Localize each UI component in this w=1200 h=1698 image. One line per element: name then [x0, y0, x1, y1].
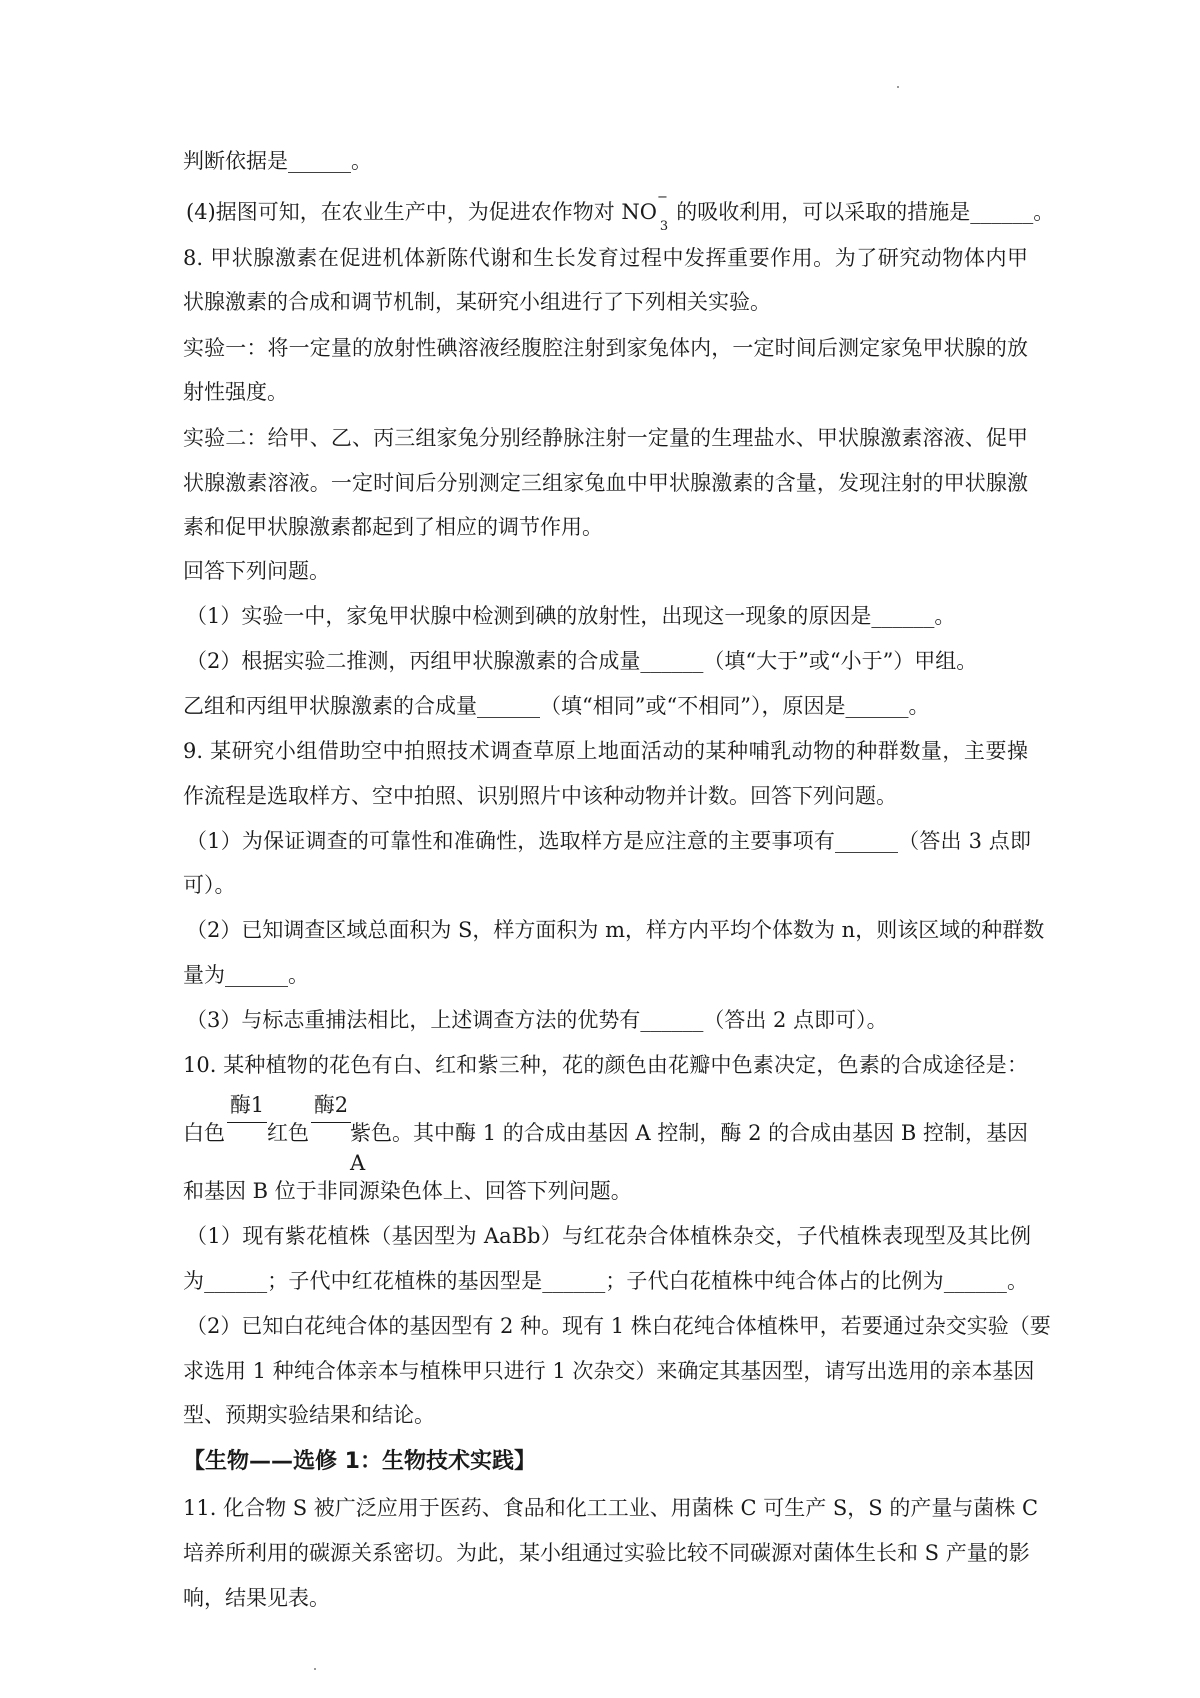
q8-exp2-line-1: 实验二：给甲、乙、丙三组家兔分别经静脉注射一定量的生理盐水、甲状腺激素溶液、促甲: [183, 426, 1028, 450]
scan-dot: [314, 1668, 316, 1670]
q10-sub2-line-3: 型、预期实验结果和结论。: [183, 1403, 435, 1427]
enzyme-2-label: 酶2: [313, 1093, 349, 1117]
pathway-white: 白色: [183, 1121, 225, 1145]
q9-sub1-line-1: （1）为保证调查的可靠性和准确性，选取样方是应注意的主要事项有______（答出 3 点即: [186, 829, 1031, 853]
pathway-red: 红色: [267, 1121, 309, 1145]
q8-exp1-line-1: 实验一：将一定量的放射性碘溶液经腹腔注射到家兔体内，一定时间后测定家兔甲状腺的放: [183, 336, 1028, 360]
nitrate-formula: [657, 190, 676, 236]
pathway-arrow-2: [309, 1092, 353, 1152]
q10-stem-line-3: 和基因 B 位于非同源染色体上、回答下列问题。: [183, 1179, 632, 1203]
pathway-rest: 紫色。其中酶 1 的合成由基因 A 控制，酶 2 的合成由基因 B 控制，基因 A: [350, 1121, 1028, 1175]
q8-prompt: 回答下列问题。: [183, 559, 330, 583]
nitrate-charge: −: [657, 190, 668, 205]
q8-exp2-line-3: 素和促甲状腺激素都起到了相应的调节作用。: [183, 515, 603, 539]
q10-stem-line-1: 10. 某种植物的花色有白、红和紫三种，花的颜色由花瓣中色素决定，色素的合成途径是：: [183, 1053, 1028, 1077]
q9-stem-line-1: 9. 某研究小组借助空中拍照技术调查草原上地面活动的某种哺乳动物的种群数量，主要操: [183, 739, 1028, 763]
q11-stem-line-1: 11. 化合物 S 被广泛应用于医药、食品和化工工业、用菌株 C 可生产 S，S 的产量与菌株 C: [183, 1496, 1039, 1520]
pigment-pathway: [183, 1092, 1028, 1175]
q10-sub1-line-2: 为______；子代中红花植株的基因型是______；子代白花植株中纯合体占的比例为______。: [183, 1269, 1028, 1293]
q7-line-1: 判断依据是______。: [183, 149, 372, 173]
q8-sub1: （1）实验一中，家兔甲状腺中检测到碘的放射性，出现这一现象的原因是______。: [186, 604, 956, 628]
q9-sub2-line-1: （2）已知调查区域总面积为 S，样方面积为 m，样方内平均个体数为 n，则该区域的种群数: [186, 918, 1045, 942]
pathway-arrow-1-bar: [227, 1122, 267, 1123]
scan-dot: [897, 86, 899, 88]
q9-sub1-line-2: 可）。: [183, 873, 236, 897]
q11-stem-line-2: 培养所利用的碳源关系密切。为此，某小组通过实验比较不同碳源对菌体生长和 S 产量的影: [183, 1541, 1030, 1565]
q10-sub1-line-1: （1）现有紫花植株（基因型为 AaBb）与红花杂合体植株杂交，子代植株表现型及其比例: [186, 1224, 1031, 1248]
nitrate-subscript: 3: [659, 219, 669, 235]
section-heading: 【生物——选修 1：生物技术实践】: [183, 1449, 536, 1474]
pathway-arrow-1: [225, 1092, 269, 1152]
q8-stem-line-2: 状腺激素的合成和调节机制，某研究小组进行了下列相关实验。: [183, 290, 771, 314]
q8-sub2-line-2: 乙组和丙组甲状腺激素的合成量______（填“相同”或“不相同”），原因是______。: [183, 694, 930, 718]
q8-sub2-line-1: （2）根据实验二推测，丙组甲状腺激素的合成量______（填“大于”或“小于”）甲组。: [186, 649, 978, 673]
q7-sub4: [186, 190, 1055, 236]
q9-sub3: （3）与标志重捕法相比，上述调查方法的优势有______（答出 2 点即可）。: [186, 1008, 888, 1032]
q8-stem-line-1: 8. 甲状腺激素在促进机体新陈代谢和生长发育过程中发挥重要作用。为了研究动物体内甲: [183, 246, 1028, 270]
q9-stem-line-2: 作流程是选取样方、空中拍照、识别照片中该种动物并计数。回答下列问题。: [183, 784, 897, 808]
q7-sub4-text-a: (4)据图可知，在农业生产中，为促进农作物对 NO: [186, 200, 658, 224]
q7-sub4-text-b: 的吸收利用，可以采取的措施是______。: [676, 200, 1055, 224]
pathway-arrow-2-bar: [311, 1122, 351, 1123]
q8-exp1-line-2: 射性强度。: [183, 380, 288, 404]
q9-sub2-line-2: 量为______。: [183, 963, 309, 987]
q8-exp2-line-2: 状腺激素溶液。一定时间后分别测定三组家兔血中甲状腺激素的含量，发现注射的甲状腺激: [183, 471, 1028, 495]
q10-sub2-line-1: （2）已知白花纯合体的基因型有 2 种。现有 1 株白花纯合体植株甲，若要通过杂交实验（要: [186, 1314, 1051, 1338]
q10-sub2-line-2: 求选用 1 种纯合体亲本与植株甲只进行 1 次杂交）来确定其基因型，请写出选用的亲本基因: [183, 1359, 1035, 1383]
enzyme-1-label: 酶1: [229, 1093, 265, 1117]
q11-stem-line-3: 响，结果见表。: [183, 1586, 330, 1610]
